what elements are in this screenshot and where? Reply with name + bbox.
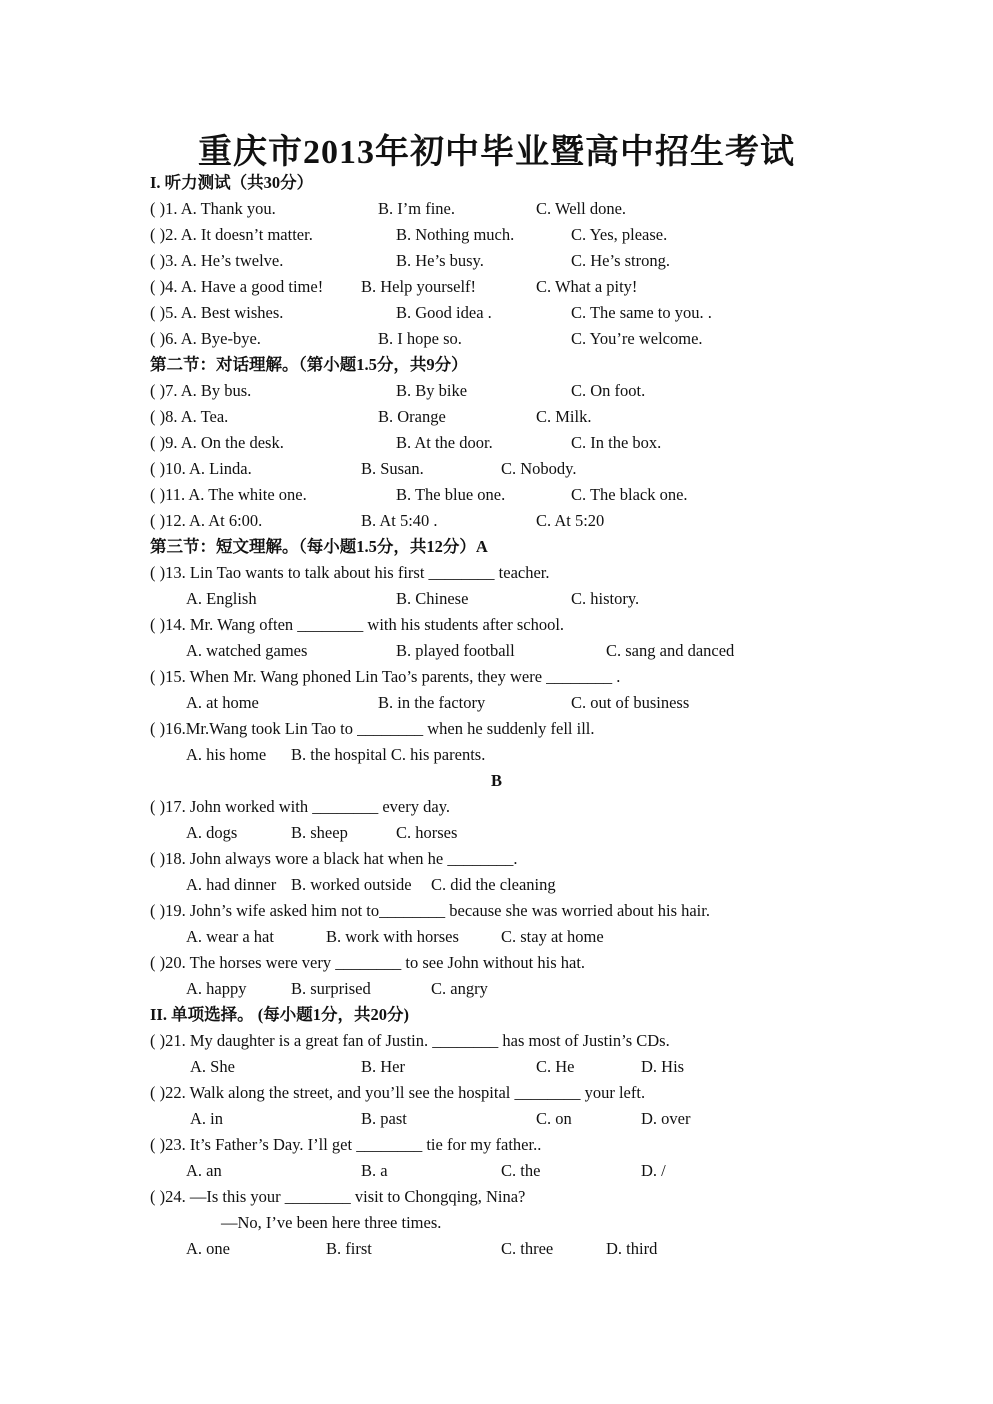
text-cell: ( )20. The horses were very ________ to see John without his hat. (150, 953, 586, 972)
text-cell: ( )7. A. By bus. (150, 381, 252, 400)
text-cell: C. the (501, 1161, 541, 1180)
text-cell: 第三节：短文理解。（每小题1.5分，共12分）A (150, 537, 488, 556)
question-row (0, 612, 993, 638)
text-cell: —No, I’ve been here three times. (221, 1213, 442, 1232)
text-cell: B. a (361, 1161, 388, 1180)
options-row (0, 1054, 993, 1080)
question-row (0, 300, 993, 326)
text-cell: A. an (186, 1161, 222, 1180)
text-cell: ( )4. A. Have a good time! (150, 277, 324, 296)
options-row (0, 1106, 993, 1132)
text-cell: ( )10. A. Linda. (150, 459, 252, 478)
text-cell: D. third (606, 1239, 658, 1258)
question-row (0, 430, 993, 456)
text-cell: ( )23. It’s Father’s Day. I’ll get ________ tie for my father.. (150, 1135, 542, 1154)
text-cell: ( )14. Mr. Wang often ________ with his students after school. (150, 615, 565, 634)
text-cell: 第二节：对话理解。（第小题1.5分，共9分） (150, 355, 468, 374)
text-cell: B. He’s busy. (396, 251, 484, 270)
text-cell: C. Nobody. (501, 459, 577, 478)
text-cell: B. At the door. (396, 433, 493, 452)
text-cell: ( )3. A. He’s twelve. (150, 251, 284, 270)
text-cell: C. In the box. (571, 433, 662, 452)
text-cell: B. surprised (291, 979, 371, 998)
text-cell: ( )18. John always wore a black hat when he ________. (150, 849, 518, 868)
options-row (0, 924, 993, 950)
text-cell: A. in (190, 1109, 223, 1128)
text-cell: C. The black one. (571, 485, 688, 504)
question-row (0, 1184, 993, 1210)
text-cell: B. worked outside (291, 875, 412, 894)
question-row (0, 794, 993, 820)
text-cell: C. sang and danced (606, 641, 735, 660)
text-cell: B (490, 771, 502, 790)
question-row (0, 950, 993, 976)
passage-b-heading (0, 768, 993, 794)
text-cell: B. Help yourself! (361, 277, 477, 296)
exam-title: 重庆市2013年初中毕业暨高中招生考试 (198, 134, 795, 171)
text-cell: B. in the factory (378, 693, 486, 712)
text-cell: ( )13. Lin Tao wants to talk about his first ________ teacher. (150, 563, 550, 582)
text-cell: B. Her (361, 1057, 405, 1076)
text-cell: B. the hospital C. his parents. (291, 745, 486, 764)
text-cell: II. 单项选择。 (每小题1分，共20分) (150, 1005, 409, 1024)
text-cell: C. You’re welcome. (571, 329, 703, 348)
question-row (0, 378, 993, 404)
text-cell: ( )12. A. At 6:00. (150, 511, 263, 530)
question-row (0, 1132, 993, 1158)
text-cell: D. His (641, 1057, 685, 1076)
question-row (0, 222, 993, 248)
question-row (0, 326, 993, 352)
section-heading-reading (0, 534, 993, 560)
text-cell: ( )22. Walk along the street, and you’ll see the hospital ________ your left. (150, 1083, 646, 1102)
text-cell: ( )17. John worked with ________ every day. (150, 797, 450, 816)
text-cell: ( )16.Mr.Wang took Lin Tao to ________ when he suddenly fell ill. (150, 719, 595, 738)
question-row (0, 846, 993, 872)
text-cell: B. I hope so. (378, 329, 462, 348)
text-cell: ( )21. My daughter is a great fan of Justin. ________ has most of Justin’s CDs. (150, 1031, 670, 1050)
options-row (0, 690, 993, 716)
text-cell: A. English (186, 589, 257, 608)
text-cell: B. work with horses (326, 927, 459, 946)
response-row (0, 1210, 993, 1236)
text-cell: C. Milk. (536, 407, 592, 426)
options-row (0, 742, 993, 768)
question-row (0, 274, 993, 300)
text-cell: A. She (190, 1057, 235, 1076)
text-cell: C. On foot. (571, 381, 646, 400)
text-cell: A. had dinner (186, 875, 277, 894)
text-cell: B. Nothing much. (396, 225, 515, 244)
text-cell: C. out of business (571, 693, 690, 712)
text-cell: B. At 5:40 . (361, 511, 438, 530)
text-cell: A. his home (186, 745, 267, 764)
question-row (0, 1028, 993, 1054)
text-cell: B. Susan. (361, 459, 424, 478)
question-row (0, 196, 993, 222)
exam-body (0, 170, 993, 1262)
text-cell: D. / (641, 1161, 666, 1180)
section-heading-listening (0, 170, 993, 196)
text-cell: B. past (361, 1109, 407, 1128)
text-cell: ( )11. A. The white one. (150, 485, 307, 504)
section-heading-dialogue (0, 352, 993, 378)
text-cell: C. horses (396, 823, 458, 842)
text-cell: C. Well done. (536, 199, 627, 218)
text-cell: C. did the cleaning (431, 875, 556, 894)
text-cell: ( )24. —Is this your ________ visit to Chongqing, Nina? (150, 1187, 526, 1206)
question-row (0, 456, 993, 482)
options-row (0, 1236, 993, 1262)
text-cell: B. Chinese (396, 589, 469, 608)
text-cell: B. first (326, 1239, 372, 1258)
text-cell: B. sheep (291, 823, 348, 842)
text-cell: A. at home (186, 693, 259, 712)
text-cell: I. 听力测试（共30分） (150, 173, 314, 192)
question-row (0, 898, 993, 924)
text-cell: A. one (186, 1239, 230, 1258)
options-row (0, 586, 993, 612)
text-cell: B. By bike (396, 381, 468, 400)
question-row (0, 248, 993, 274)
text-cell: ( )19. John’s wife asked him not to________ because she was worried about his hair. (150, 901, 710, 920)
text-cell: B. I’m fine. (378, 199, 455, 218)
text-cell: ( )2. A. It doesn’t matter. (150, 225, 313, 244)
question-row (0, 560, 993, 586)
question-row (0, 1080, 993, 1106)
text-cell: C. angry (431, 979, 488, 998)
options-row (0, 872, 993, 898)
text-cell: ( )6. A. Bye-bye. (150, 329, 261, 348)
question-row (0, 482, 993, 508)
text-cell: C. He (536, 1057, 575, 1076)
text-cell: D. over (641, 1109, 691, 1128)
question-row (0, 664, 993, 690)
question-row (0, 404, 993, 430)
text-cell: C. stay at home (501, 927, 604, 946)
text-cell: A. dogs (186, 823, 238, 842)
options-row (0, 1158, 993, 1184)
text-cell: ( )5. A. Best wishes. (150, 303, 284, 322)
text-cell: ( )15. When Mr. Wang phoned Lin Tao’s parents, they were ________ . (150, 667, 621, 686)
text-cell: ( )1. A. Thank you. (150, 199, 276, 218)
question-row (0, 716, 993, 742)
text-cell: C. on (536, 1109, 572, 1128)
question-row (0, 508, 993, 534)
text-cell: B. Orange (378, 407, 446, 426)
text-cell: A. watched games (186, 641, 308, 660)
text-cell: ( )8. A. Tea. (150, 407, 229, 426)
text-cell: A. happy (186, 979, 247, 998)
text-cell: B. Good idea . (396, 303, 492, 322)
text-cell: C. At 5:20 (536, 511, 605, 530)
options-row (0, 976, 993, 1002)
text-cell: B. played football (396, 641, 515, 660)
text-cell: C. What a pity! (536, 277, 638, 296)
options-row (0, 820, 993, 846)
options-row (0, 638, 993, 664)
text-cell: C. The same to you. . (571, 303, 712, 322)
text-cell: ( )9. A. On the desk. (150, 433, 284, 452)
text-cell: C. history. (571, 589, 640, 608)
section-heading-multiple-choice (0, 1002, 993, 1028)
text-cell: A. wear a hat (186, 927, 274, 946)
text-cell: B. The blue one. (396, 485, 506, 504)
text-cell: C. He’s strong. (571, 251, 670, 270)
text-cell: C. three (501, 1239, 554, 1258)
text-cell: C. Yes, please. (571, 225, 668, 244)
